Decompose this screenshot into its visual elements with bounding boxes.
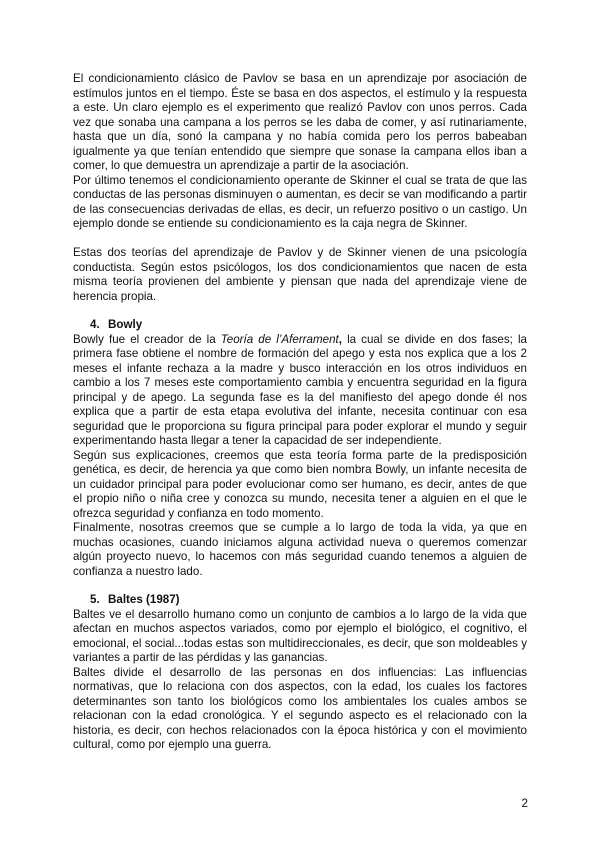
- section-title: Baltes (1987): [108, 593, 180, 606]
- bowly-paragraph-3: Finalmente, nosotras creemos que se cumple a lo largo de toda la vida, ya que en muchas ocasiones, cuando iniciamos alguna actividad nueva o queremos comenzar algún proyecto nuevo, lo hacemos con más seguridad cuando tenemos a alguien de confianza a nuestro lado.: [73, 521, 527, 578]
- bowly-p1-before: Bowly fue el creador de la: [73, 332, 221, 346]
- section-heading-baltes: [73, 593, 527, 608]
- section-heading-bowly: [73, 318, 527, 333]
- section-number: 4.: [90, 318, 100, 331]
- page-content: [73, 72, 527, 753]
- bowly-p1-after: la cual se divide en dos fases; la primera fase obtiene el nombre de formación del apego y esta nos explica que a los 2 meses el infante rechaza a la madre y busco interacción en los otros individuos en cambio a los 7 meses este comportamiento cambia y encuentra seguridad en la figura principal y de apego. La segunda fase es la del manifiesto del apego donde él nos explica que a partir de esta etapa evolutiva del infante, necesita continuar con esa seguridad que le proporciona su figura principal para poder explorar el mundo y seguir experimentando hasta llegar a tener la capacidad de ser independiente.: [73, 332, 527, 447]
- section-number: 5.: [90, 593, 100, 606]
- baltes-paragraph-2: Baltes divide el desarrollo de las personas en dos influencias: Las influencias normativas, que lo relaciona con dos aspectos, con la edad, los cuales los factores determinantes son tanto los biológicos como los ambientales los cuales ambos se relacionan con la edad cronológica. Y el segundo aspecto es el relacionado con la historia, es decir, con hechos relacionados con la época histórica y con el movimiento cultural, como por ejemplo una guerra.: [73, 665, 527, 751]
- behaviorism-paragraph: Estas dos teorías del aprendizaje de Pavlov y de Skinner vienen de una psicología conductista. Según estos psicólogos, los dos condicionamientos que nacen de esta misma teoría provienen del ambiente y piensan que nada del aprendizaje viene de herencia propia.: [73, 246, 527, 303]
- page-number: 2: [521, 797, 528, 810]
- skinner-paragraph: Por último tenemos el condicionamiento operante de Skinner el cual se trata de que las conductas de las personas disminuyen o aumentan, es decir se van modificando a partir de las consecuencias derivadas de ellas, es decir, un refuerzo positivo o un castigo. Un ejemplo donde se entiende su condicionamiento es la caja negra de Skinner.: [73, 173, 527, 230]
- bowly-paragraph-1: [73, 333, 527, 449]
- baltes-paragraph-1: Baltes ve el desarrollo humano como un conjunto de cambios a lo largo de la vida que afectan en muchos aspectos variados, como por ejemplo el biológico, el cognitivo, el emocional, el social...todas estas son multidireccionales, es decir, que son moldeables y variantes a partir de las pérdidas y las ganancias.: [73, 607, 527, 664]
- bowly-p1-comma: ,: [338, 332, 342, 346]
- pavlov-paragraph: El condicionamiento clásico de Pavlov se basa en un aprendizaje por asociación de estímulos juntos en el tiempo. Éste se basa en dos aspectos, el estímulo y la respuesta a este. Un claro ejemplo es el experimento que realizó Pavlov con unos perros. Cada vez que sonaba una campana a los perros se les daba de comer, y así rutinariamente, hasta que un día, sonó la campana y no había comida pero los perros babeaban igualmente ya que tenían entendido que siempre que sonase la campana ellos iban a comer, lo que demuestra un aprendizaje a partir de la asociación.: [73, 72, 527, 172]
- paragraph-gap: [73, 232, 527, 247]
- section-title: Bowly: [108, 318, 143, 331]
- theory-title: Teoría de l’Aferrament: [220, 332, 339, 346]
- bowly-paragraph-2: Según sus explicaciones, creemos que esta teoría forma parte de la predisposición genética, es decir, de herencia ya que como bien nombra Bowly, un infante necesita de un cuidador principal para poder evolucionar como ser humano, es decir, antes de que el propio niño o niña cree y conozca su mundo, necesita tener a alguien en el que le ofrezca seguridad y confianza en todo momento.: [73, 448, 527, 520]
